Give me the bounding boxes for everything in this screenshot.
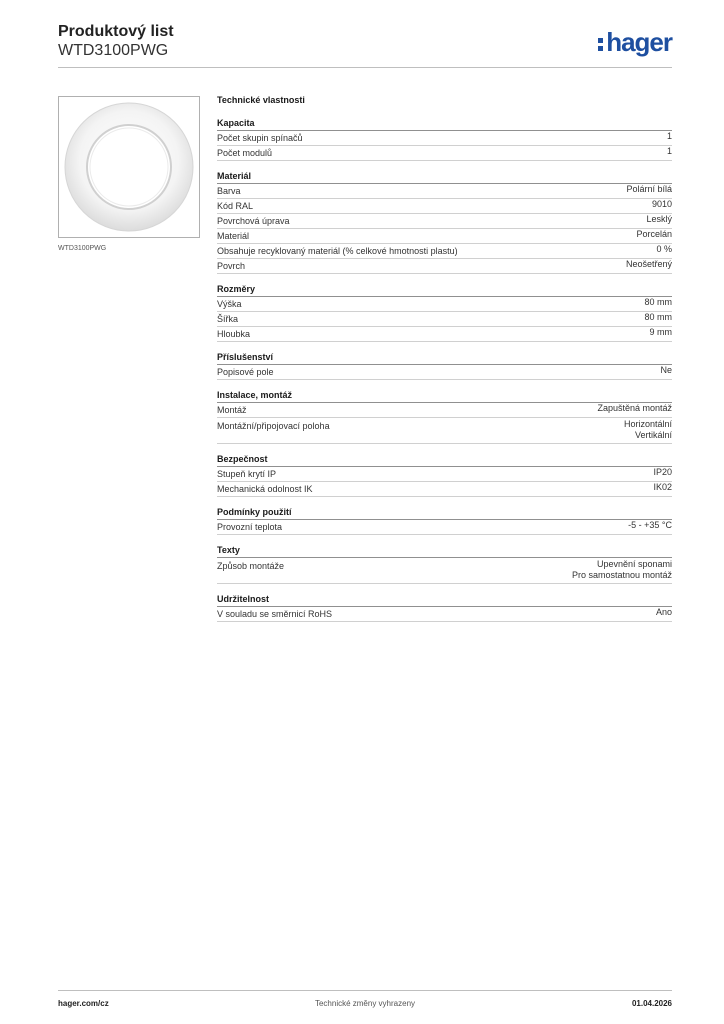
spec-row [217,259,672,274]
spec-value-line: IP20 [653,467,672,477]
footer-date: 01.04.2026 [631,999,672,1008]
spec-label: Provozní teplota [217,522,283,532]
spec-value [626,259,672,270]
spec-value [667,146,672,157]
spec-section [217,506,672,535]
spec-row [217,146,672,161]
spec-section-title: Příslušenství [217,351,672,365]
spec-value [667,131,672,142]
spec-label: Stupeň krytí IP [217,469,277,479]
spec-value-line: 80 mm [644,297,672,307]
spec-row [217,214,672,229]
spec-section [217,389,672,444]
spec-label: Materiál [217,231,250,241]
spec-value [646,214,672,225]
spec-value [636,229,672,240]
spec-label: Montáž [217,405,247,415]
spec-value-line: Vertikální [634,430,672,440]
spec-label: Hloubka [217,329,251,339]
spec-section [217,170,672,274]
spec-value [624,419,672,441]
logo-dots-icon [598,38,603,51]
spec-label: V souladu se směrnicí RoHS [217,609,333,619]
spec-row [217,520,672,535]
spec-value-line: Ne [660,365,672,375]
product-image [58,96,200,238]
spec-label: Kód RAL [217,201,254,211]
spec-row [217,482,672,497]
spec-row [217,199,672,214]
spec-section [217,117,672,161]
spec-value-line: 1 [666,131,672,141]
spec-label: Povrchová úprava [217,216,290,226]
document-header [58,22,174,60]
spec-value-line: 0 % [656,244,672,254]
spec-label: Obsahuje recyklovaný materiál (% celkové hmotnosti plastu) [217,246,458,256]
spec-value-line: 1 [666,146,672,156]
spec-section-title: Materiál [217,170,672,184]
spec-row [217,365,672,380]
spec-section-title: Bezpečnost [217,453,672,467]
spec-row [217,607,672,622]
spec-value-line: Horizontální [623,419,672,429]
spec-value [656,244,672,255]
document-footer [58,990,672,1008]
spec-section [217,351,672,380]
spec-value-line: Upevnění sponami [596,559,672,569]
spec-section-title: Texty [217,544,672,558]
spec-label: Počet modulů [217,148,273,158]
logo-wordmark: hager [606,27,672,57]
spec-section [217,453,672,497]
round-frame-image-icon [59,97,199,237]
spec-value-line: 80 mm [644,312,672,322]
spec-row [217,467,672,482]
spec-section-title: Rozměry [217,283,672,297]
spec-value-line: Pro samostatnou montáž [571,570,672,580]
hager-logo [598,28,672,56]
spec-value-line: 9 mm [649,327,672,337]
spec-section-title: Podmínky použití [217,506,672,520]
spec-label: Výška [217,299,242,309]
spec-row [217,418,672,444]
spec-value-line: -5 - +35 °C [628,520,672,530]
document-title: Produktový list [58,23,174,40]
product-image-caption: WTD3100PWG [58,245,107,252]
spec-value [656,607,672,618]
spec-label: Šířka [217,314,239,324]
spec-section-title: Kapacita [217,117,672,131]
spec-value [628,520,672,531]
spec-value-line: 9010 [651,199,672,209]
spec-value [572,559,672,581]
spec-value-line: IK02 [653,482,672,492]
spec-section [217,283,672,342]
spec-value [653,482,672,493]
footer-notice: Technické změny vyhrazeny [314,999,416,1008]
specs-heading: Technické vlastnosti [217,95,305,105]
technical-specifications [217,94,672,631]
spec-row [217,229,672,244]
spec-row [217,312,672,327]
spec-section-title: Udržitelnost [217,593,672,607]
spec-value [652,199,672,210]
header-divider [58,67,672,68]
spec-row [217,131,672,146]
spec-value [644,312,672,323]
spec-row [217,403,672,418]
spec-row [217,184,672,199]
spec-label: Způsob montáže [217,561,285,571]
spec-value-line: Polární bílá [626,184,672,194]
spec-section [217,544,672,584]
product-code: WTD3100PWG [58,42,169,59]
spec-label: Mechanická odolnost IK [217,484,313,494]
spec-value-line: Zapuštěná montáž [597,403,672,413]
spec-row [217,327,672,342]
spec-value [653,467,672,478]
spec-label: Barva [217,186,241,196]
spec-label: Montážní/připojovací poloha [217,421,330,431]
spec-label: Popisové pole [217,367,274,377]
spec-row [217,558,672,584]
spec-value-line: Lesklý [646,214,672,224]
spec-section-title: Instalace, montáž [217,389,672,403]
spec-row [217,244,672,259]
spec-value-line: Ano [655,607,672,617]
spec-label: Povrch [217,261,246,271]
spec-value [597,403,672,414]
footer-website: hager.com/cz [58,999,109,1008]
spec-section [217,593,672,622]
spec-row [217,297,672,312]
spec-value [644,297,672,308]
spec-value [626,184,672,195]
spec-value [660,365,672,376]
spec-value-line: Porcelán [636,229,672,239]
spec-value [650,327,673,338]
spec-value-line: Neošetřený [625,259,672,269]
spec-label: Počet skupin spínačů [217,133,303,143]
